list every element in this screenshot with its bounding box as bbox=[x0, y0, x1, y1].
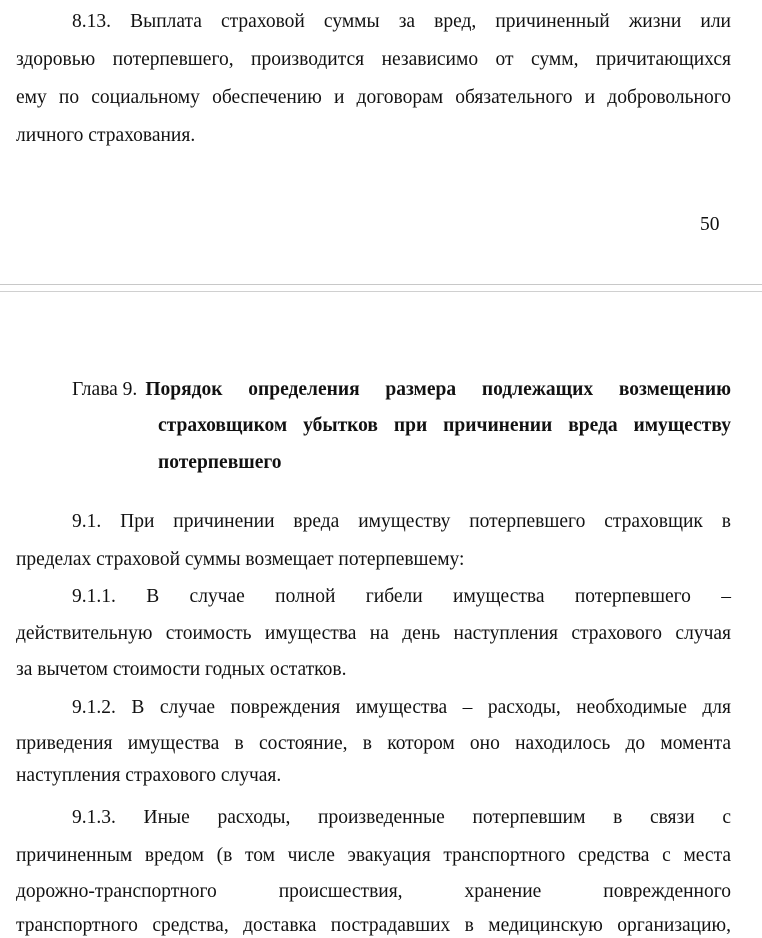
chapter-title-line: Порядок определения размера подлежащих возмещению bbox=[145, 379, 731, 400]
paragraph-line: наступления страхового случая. bbox=[16, 765, 282, 786]
paragraph-line: ему по социальному обеспечению и договорам обязательного и добровольного bbox=[16, 87, 731, 108]
paragraph-line: транспортного средства, доставка пострадавших в медицинскую организацию, bbox=[16, 915, 731, 936]
chapter-prefix: Глава 9. bbox=[72, 379, 138, 400]
paragraph-line: за вычетом стоимости годных остатков. bbox=[16, 659, 347, 680]
chapter-heading bbox=[72, 378, 731, 402]
page-number: 50 bbox=[700, 214, 720, 235]
paragraph-line: личного страхования. bbox=[16, 125, 196, 146]
chapter-title-line: страховщиком убытков при причинении вреда имуществу bbox=[158, 415, 731, 436]
paragraph-line: действительную стоимость имущества на день наступления страхового случая bbox=[16, 623, 731, 644]
paragraph-line: приведения имущества в состояние, в котором оно находилось до момента bbox=[16, 733, 731, 754]
paragraph-line: 9.1.2. В случае повреждения имущества – расходы, необходимые для bbox=[72, 697, 731, 718]
paragraph-line: дорожно-транспортного происшествия, хранение поврежденного bbox=[16, 881, 731, 902]
page-break-divider bbox=[0, 291, 762, 292]
paragraph-line: пределах страховой суммы возмещает потерпевшему: bbox=[16, 549, 465, 570]
paragraph-line: здоровью потерпевшего, производится независимо от сумм, причитающихся bbox=[16, 49, 731, 70]
page-break-divider bbox=[0, 284, 762, 285]
paragraph-line: 9.1. При причинении вреда имуществу потерпевшего страховщик в bbox=[72, 511, 731, 532]
chapter-title-line: потерпевшего bbox=[158, 452, 282, 473]
paragraph-line: причиненным вредом (в том числе эвакуация транспортного средства с места bbox=[16, 845, 731, 866]
paragraph-line: 9.1.1. В случае полной гибели имущества потерпевшего – bbox=[72, 586, 731, 607]
paragraph-line: 9.1.3. Иные расходы, произведенные потерпевшим в связи с bbox=[72, 807, 731, 828]
paragraph-line: 8.13. Выплата страховой суммы за вред, причиненный жизни или bbox=[72, 11, 731, 32]
